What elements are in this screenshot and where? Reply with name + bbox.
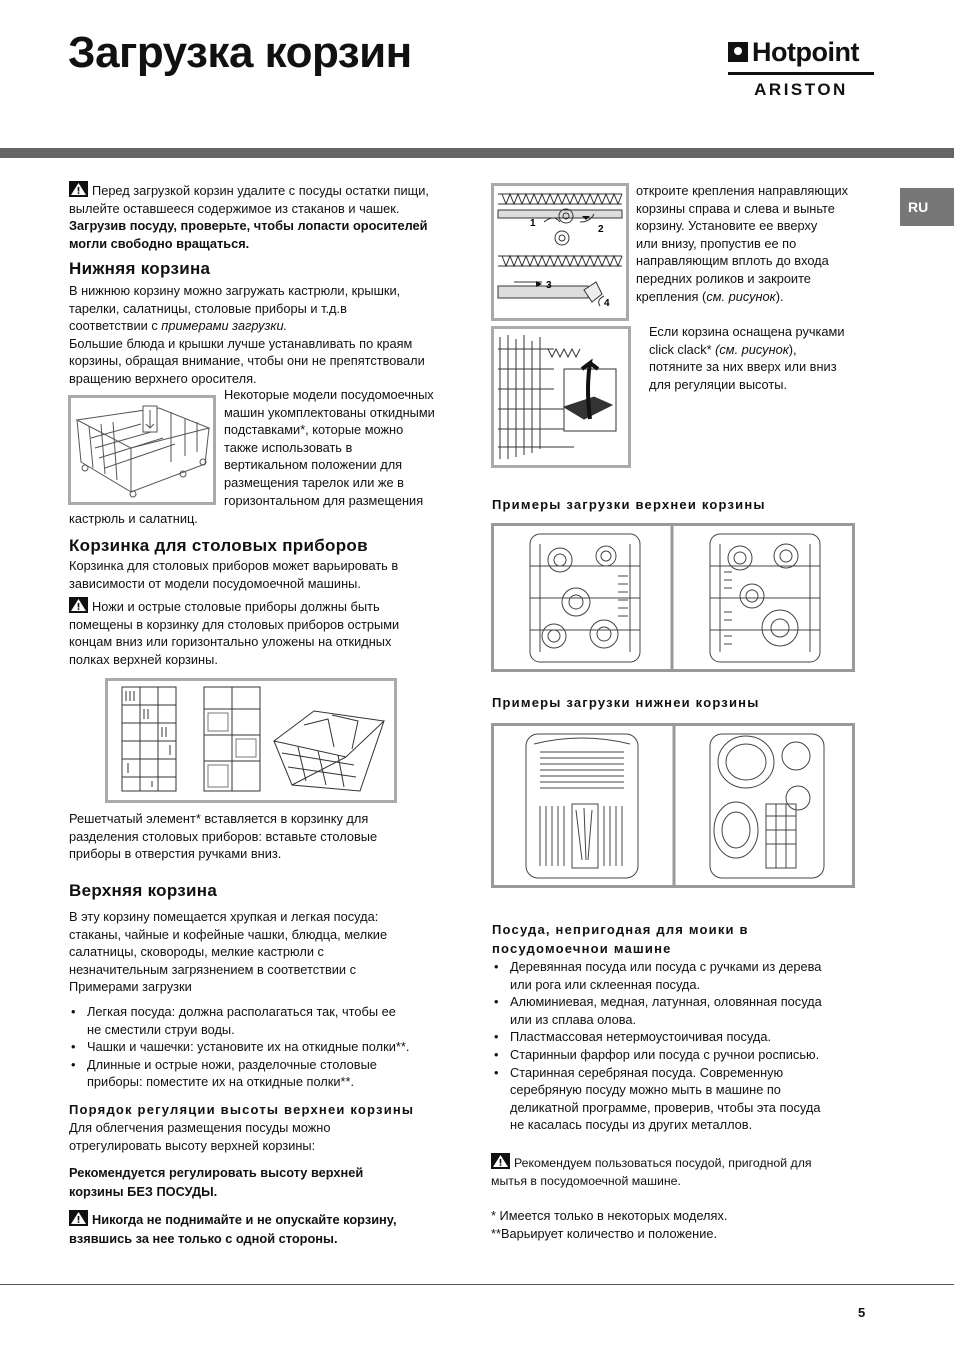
fig-label: 2 bbox=[598, 224, 604, 235]
rails-text bbox=[636, 182, 886, 305]
rails-line: откроите крепления направляющих bbox=[636, 183, 849, 198]
list-item: • Деревянная посуда или посуда с ручками из дерева или рога или склеенная посуда. bbox=[492, 958, 867, 993]
upper-p1-line: салатницы, сковороды, мелкие кастрюли с bbox=[69, 944, 324, 960]
brand-name: Hotpoint bbox=[752, 37, 859, 67]
warning-icon bbox=[69, 597, 88, 613]
fig-label: 3 bbox=[546, 280, 552, 291]
list-item: • Чашки и чашечки: установите их на откидные полки**. bbox=[69, 1038, 459, 1056]
click-clack-text bbox=[649, 323, 889, 393]
cutlery-warning-line: помещены в корзинку для столовых приборов острыми bbox=[69, 616, 400, 632]
rails-line: передних роликов и закроите bbox=[636, 270, 811, 286]
lower-p2-line: вращению верхнего оросителя. bbox=[69, 370, 257, 386]
rails-last-line: крепления (см. рисунок). bbox=[636, 288, 784, 304]
lower-p3-line: вертикальном положении для bbox=[224, 457, 403, 473]
lower-p2-line: корзины, обращая внимание, чтобы они не препятствовали bbox=[69, 353, 425, 369]
page-title: Загрузка корзин bbox=[68, 28, 412, 77]
lower-p3-last: кастрюль и салатниц. bbox=[69, 511, 198, 526]
rails-figure bbox=[491, 183, 629, 321]
lower-p3-line: машин укомплектованы откидными bbox=[224, 404, 435, 420]
list-item: • Старинныи фарфор или посуда с ручнои росписью. bbox=[492, 1046, 867, 1064]
intro-bold: Загрузив посуду, проверьте, чтобы лопасти оросителей могли свободно вращаться. bbox=[69, 218, 428, 251]
list-item: • Длинные и острые ножи, разделочные столовые приборы: поместите их на откидные полки**. bbox=[69, 1056, 459, 1091]
lower-basket-figure bbox=[68, 395, 216, 505]
upper-p1-line: незначительным загрязнением в соответствии с bbox=[69, 961, 357, 977]
intro-block bbox=[69, 181, 449, 252]
fig-label: 1 bbox=[530, 218, 536, 229]
cutlery-p1-line: Корзинка для столовых приборов может варьировать в bbox=[69, 558, 399, 573]
upper-p1-line: В эту корзину помещается хрупкая и легкая посуда: bbox=[69, 909, 379, 924]
list-item: • Легкая посуда: должна располагаться так, чтобы ее не сместили струи воды. bbox=[69, 1003, 459, 1038]
footer-divider bbox=[0, 1284, 954, 1285]
cutlery-section bbox=[69, 536, 454, 669]
recommend-block bbox=[491, 1153, 871, 1190]
recommend-line: Рекомендуем пользоваться посудой, пригодной для bbox=[491, 1153, 871, 1173]
list-item: • Алюминиевая, медная, латунная, оловянная посуда или из сплава олова. bbox=[492, 993, 867, 1028]
lower-basket-heading: Нижняя корзина bbox=[69, 259, 211, 278]
adjust-line: Для облегчения размещения посуды можно bbox=[69, 1119, 331, 1135]
cutlery-heading: Корзинка для столовых приборов bbox=[69, 536, 368, 555]
unsuitable-section bbox=[492, 920, 867, 1134]
unsuitable-list bbox=[492, 958, 867, 1134]
click-line: потяните за них вверх или вниз bbox=[649, 359, 837, 375]
lower-examples-heading: Примеры загрузки нижнеи корзины bbox=[492, 695, 760, 710]
lower-p2-line: Большие блюда и крышки лучше устанавливать по краям bbox=[69, 335, 413, 351]
warning-icon bbox=[69, 1210, 88, 1226]
lower-examples-figure bbox=[491, 723, 855, 888]
click-clack-figure bbox=[491, 326, 631, 468]
lower-p3-line: также использовать в bbox=[224, 439, 353, 455]
fig-label: 4 bbox=[604, 298, 610, 309]
cutlery-warning-line: полках верхней корзины. bbox=[69, 651, 218, 667]
unsuitable-heading: Посуда, непригодная для моики в bbox=[492, 922, 749, 937]
cutlery-p1-line: зависимости от модели посудомоечной машины. bbox=[69, 575, 361, 591]
lower-p3-line: Некоторые модели посудомоечных bbox=[224, 387, 434, 402]
brand-sub: ARISTON bbox=[754, 80, 848, 99]
upper-basket-heading: Верхняя корзина bbox=[69, 881, 218, 900]
height-adjust-heading: Порядок регуляции высоты верхнеи корзины bbox=[69, 1101, 415, 1117]
cutlery-p2-block bbox=[69, 810, 454, 863]
list-item: • Старинная серебряная посуда. Современную серебряную посуду можно мыть в машине по деликатной программе, проверив, чтобы эта посуда не касалась посуды из других металлов. bbox=[492, 1064, 867, 1134]
cutlery-warning-line: концам вниз или горизонтально уложены на откидных bbox=[69, 634, 392, 650]
cutlery-p2-line: разделения столовых приборов: вставьте столовые bbox=[69, 828, 378, 844]
upper-basket-section bbox=[69, 881, 459, 1248]
lower-p3-line: подставками*, которые можно bbox=[224, 422, 404, 438]
click-line: для регуляции высоты. bbox=[649, 376, 788, 392]
cutlery-p2-line: приборы в отверстия ручками вниз. bbox=[69, 846, 282, 862]
page-number: 5 bbox=[858, 1305, 866, 1320]
cutlery-basket-figure bbox=[105, 678, 397, 803]
upper-p1-line: Примерами загрузки bbox=[69, 979, 192, 995]
warning-icon bbox=[69, 181, 88, 197]
recommend-line: корзины БЕЗ ПОСУДЫ. bbox=[69, 1183, 218, 1199]
adjust-line: отрегулировать высоту верхней корзины: bbox=[69, 1137, 316, 1153]
brand-logo bbox=[728, 38, 874, 100]
recommend-line: мытья в посудомоечной машине. bbox=[491, 1173, 681, 1188]
list-item: • Пластмассовая нетермоустоичивая посуда. bbox=[492, 1028, 867, 1046]
header-divider bbox=[0, 148, 954, 158]
upper-p1-line: стаканы, чайные и кофейные чашки, блюдца, мелкие bbox=[69, 926, 388, 942]
footnotes bbox=[491, 1207, 871, 1242]
intro-warning: Перед загрузкой корзин удалите с посуды остатки пищи, вылейте оставшееся содержимое из стаканов и чашек. bbox=[69, 183, 429, 216]
lower-p1-line: В нижнюю корзину можно загружать кастрюли, крышки, bbox=[69, 283, 401, 298]
cutlery-warning: Ножи и острые столовые приборы должны быть bbox=[69, 597, 454, 616]
click-line: click clack* (см. рисунок), bbox=[649, 341, 797, 357]
upper-bullet-list bbox=[69, 1003, 459, 1091]
rails-line: или внизу, пропустив ее по bbox=[636, 235, 797, 251]
cutlery-p2-line: Решетчатый элемент* вставляется в корзинку для bbox=[69, 811, 369, 826]
logo-square-icon bbox=[728, 42, 748, 62]
upper-examples-figure bbox=[491, 523, 855, 672]
lower-basket-section bbox=[69, 259, 449, 388]
lower-p3-line: размещения тарелок или же в bbox=[224, 474, 404, 490]
lower-p1-last: соответствии с примерами загрузки. bbox=[69, 318, 288, 334]
unsuitable-heading: посудомоечнои машине bbox=[492, 941, 672, 956]
never-lift-line: взявшись за нее только с одной стороны. bbox=[69, 1230, 338, 1246]
language-tab: RU bbox=[900, 188, 954, 226]
upper-examples-heading: Примеры загрузки верхнеи корзины bbox=[492, 497, 766, 512]
rails-line: корзины справа и слева и выньте bbox=[636, 200, 835, 216]
lower-p3-line: горизонтальном для размещения bbox=[224, 492, 424, 508]
click-line: Если корзина оснащена ручками bbox=[649, 324, 845, 339]
rails-line: направляющим вплоть до входа bbox=[636, 253, 829, 269]
warning-icon bbox=[491, 1153, 510, 1169]
rails-line: корзину. Установите ее вверху bbox=[636, 218, 818, 234]
lower-p1-line: тарелки, салатницы, столовые приборы и т.д.в bbox=[69, 300, 347, 316]
never-lift-warning: Никогда не поднимайте и не опускайте корзину, bbox=[69, 1210, 459, 1229]
footnote: **Варьирует количество и положение. bbox=[491, 1225, 718, 1241]
footnote: * Имеется только в некоторых моделях. bbox=[491, 1208, 728, 1223]
lower-p3-block bbox=[224, 386, 454, 509]
recommend-line: Рекомендуется регулировать высоту верхней bbox=[69, 1165, 364, 1181]
